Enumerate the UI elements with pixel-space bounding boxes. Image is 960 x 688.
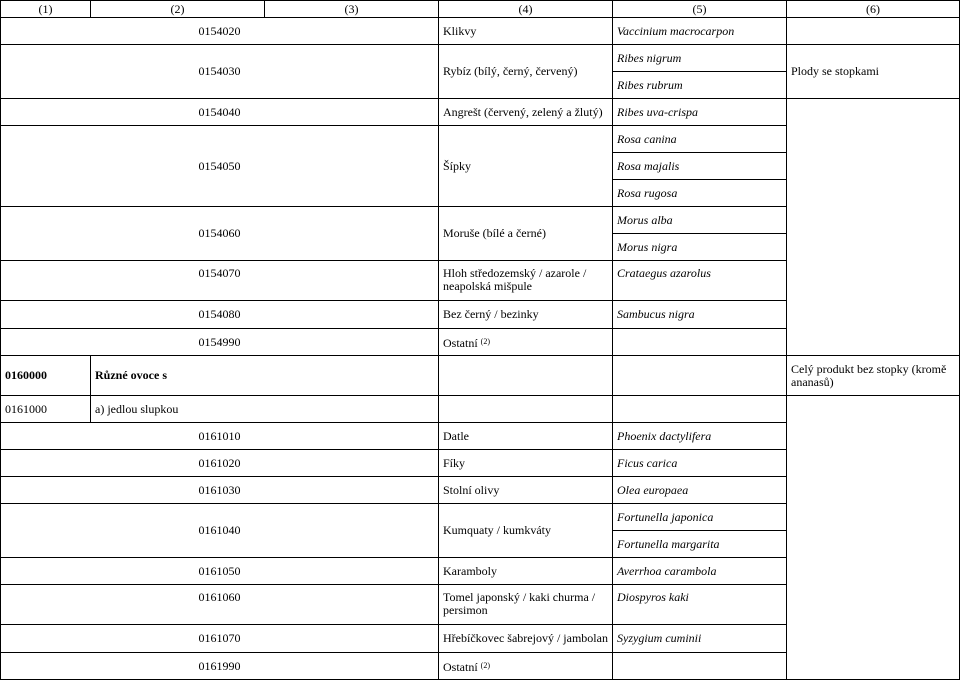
table-row [1,126,960,153]
name-cell: Rybíz (bílý, černý, červený) [439,45,613,99]
group-cell: a) jedlou slupkou [91,396,439,423]
code-cell: 0161050 [1,558,439,585]
name-text: Ostatní [443,659,478,674]
table-row [1,356,960,396]
code-cell: 0161010 [1,423,439,450]
part-cell [787,126,960,356]
latin-cell: Ribes rubrum [613,72,787,99]
code-cell: 0161000 [1,396,91,423]
name-cell: Kumquaty / kumkváty [439,504,613,558]
table-row [1,99,960,126]
code-cell: 0154020 [1,18,439,45]
latin-cell: Olea europaea [613,477,787,504]
latin-cell: Rosa majalis [613,153,787,180]
code-cell: 0161020 [1,450,439,477]
latin-cell: Crataegus azarolus [613,261,787,301]
code-cell: 0160000 [1,356,91,396]
name-cell: Stolní olivy [439,477,613,504]
footnote-ref: (2) [480,336,490,346]
name-cell [439,396,613,423]
table-row [1,396,960,423]
latin-cell: Diospyros kaki [613,585,787,625]
code-cell: 0154040 [1,99,439,126]
latin-cell: Morus alba [613,207,787,234]
code-cell: 0154060 [1,207,439,261]
latin-cell: Fortunella margarita [613,531,787,558]
code-cell: 0154990 [1,329,439,356]
name-cell: Šípky [439,126,613,207]
latin-cell: Sambucus nigra [613,301,787,329]
code-cell: 0154050 [1,126,439,207]
name-cell: Fíky [439,450,613,477]
latin-cell [613,653,787,680]
name-cell: Hloh středozemský / azarole / neapolská mišpule [439,261,613,301]
name-cell [439,356,613,396]
group-cell: Různé ovoce s [91,356,439,396]
code-cell: 0161030 [1,477,439,504]
latin-cell: Rosa rugosa [613,180,787,207]
latin-cell: Fortunella japonica [613,504,787,531]
name-cell: Datle [439,423,613,450]
name-cell: Karamboly [439,558,613,585]
code-cell: 0154030 [1,45,439,99]
name-cell [439,329,613,356]
code-cell: 0154080 [1,301,439,329]
name-cell: Bez černý / bezinky [439,301,613,329]
header-row [1,1,960,18]
latin-cell [613,329,787,356]
part-cell [787,99,960,126]
col-header-6: (6) [787,1,960,18]
code-cell: 0161060 [1,585,439,625]
latin-cell: Rosa canina [613,126,787,153]
latin-cell: Phoenix dactylifera [613,423,787,450]
col-header-1: (1) [1,1,91,18]
name-cell: Tomel japonský / kaki churma / persimon [439,585,613,625]
name-cell: Moruše (bílé a černé) [439,207,613,261]
col-header-5: (5) [613,1,787,18]
latin-cell: Syzygium cuminii [613,625,787,653]
table-row [1,45,960,72]
name-cell: Angrešt (červený, zelený a žlutý) [439,99,613,126]
latin-cell [613,356,787,396]
col-header-3: (3) [265,1,439,18]
table-row [1,18,960,45]
latin-cell: Ribes uva-crispa [613,99,787,126]
latin-cell: Averrhoa carambola [613,558,787,585]
code-cell: 0161070 [1,625,439,653]
latin-cell [613,396,787,423]
part-cell: Plody se stopkami [787,45,960,99]
name-cell [439,653,613,680]
code-cell: 0154070 [1,261,439,301]
footnote-ref: (2) [480,660,490,670]
name-cell: Klikvy [439,18,613,45]
latin-cell: Ribes nigrum [613,45,787,72]
code-cell: 0161040 [1,504,439,558]
part-cell [787,396,960,680]
name-cell: Hřebíčkovec šabrejový / jambolan [439,625,613,653]
latin-cell: Morus nigra [613,234,787,261]
part-cell: Celý produkt bez stopky (kromě ananasů) [787,356,960,396]
part-cell [787,18,960,45]
latin-cell: Vaccinium macrocarpon [613,18,787,45]
name-text: Ostatní [443,335,478,350]
col-header-2: (2) [91,1,265,18]
latin-cell: Ficus carica [613,450,787,477]
code-cell: 0161990 [1,653,439,680]
col-header-4: (4) [439,1,613,18]
